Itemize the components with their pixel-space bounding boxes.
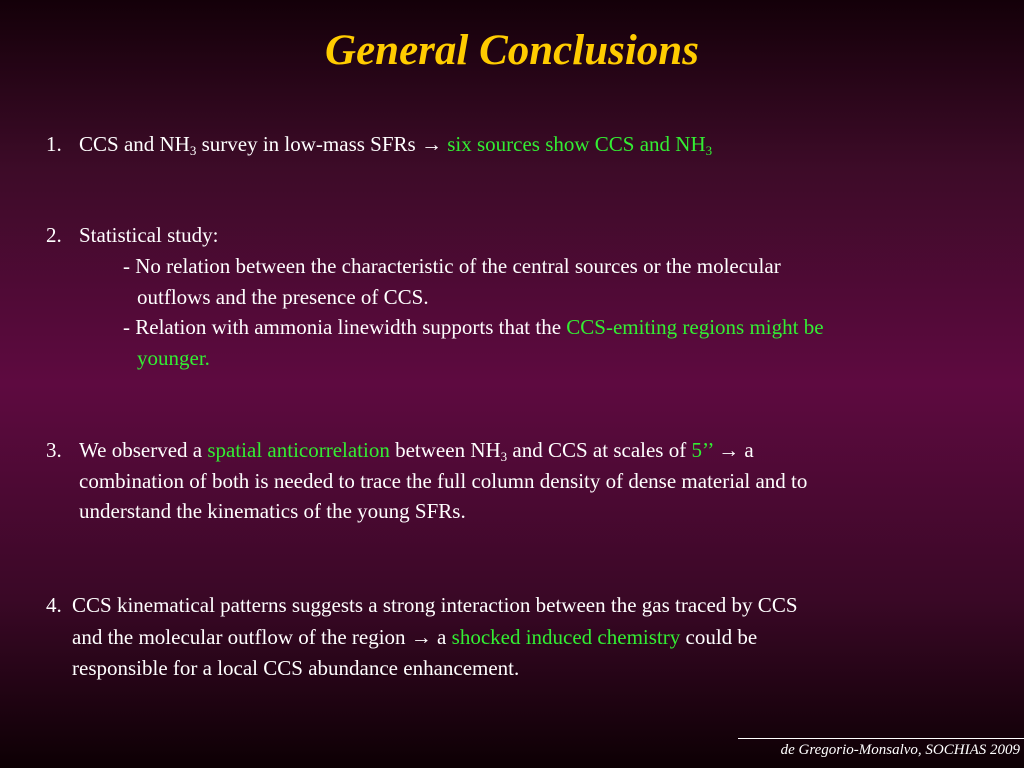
item-4-line-2	[72, 622, 757, 653]
item-2-bullet-2-pre: - Relation with ammonia linewidth supports that the	[123, 315, 567, 339]
item-3-highlight-2: 5’’	[691, 438, 713, 462]
item-4-line-1: CCS kinematical patterns suggests a strong interaction between the gas traced by CCS	[72, 593, 798, 617]
item-1-highlight-sub: 3	[705, 143, 713, 158]
item-3-line-2: combination of both is needed to trace the full column density of dense material and to	[79, 469, 808, 493]
footer-divider	[738, 738, 1024, 739]
item-number: 2.	[46, 223, 62, 247]
item-3-sub: 3	[500, 449, 508, 464]
item-2-heading: Statistical study:	[79, 223, 219, 247]
item-3-mid: between NH	[389, 438, 501, 462]
item-2-bullet-2-line-2: younger.	[137, 346, 210, 370]
item-4-line-2-pre: and the molecular outflow of the region → a	[72, 625, 452, 649]
item-3-highlight: spatial anticorrelation	[207, 438, 390, 462]
item-1-highlight: six sources show CCS and NH	[447, 132, 706, 156]
item-4-highlight: shocked induced chemistry	[451, 625, 681, 649]
slide-title: General Conclusions	[325, 27, 699, 74]
item-number: 3.	[46, 438, 62, 462]
item-2-bullet-2-line-1	[123, 312, 824, 343]
item-3-line-3: understand the kinematics of the young SFRs.	[79, 499, 466, 523]
item-1-sub: 3	[189, 143, 197, 158]
item-3-mid2: and CCS at scales of	[507, 438, 692, 462]
item-3-pre: We observed a	[79, 438, 208, 462]
item-4-line-3: responsible for a local CCS abundance enhancement.	[72, 656, 520, 680]
item-1-mid: survey in low-mass SFRs →	[196, 132, 448, 156]
item-1-pre: CCS and NH	[79, 132, 190, 156]
item-4-line-2-post: could be	[680, 625, 758, 649]
item-3-post: → a	[712, 438, 754, 462]
item-2-bullet-2-highlight: CCS-emiting regions might be	[566, 315, 824, 339]
item-number: 4.	[46, 593, 62, 617]
item-2-bullet-1-line-2: outflows and the presence of CCS.	[137, 285, 429, 309]
item-number: 1.	[46, 132, 62, 156]
footer-credit: de Gregorio-Monsalvo, SOCHIAS 2009	[780, 742, 1020, 758]
item-2-bullet-1-line-1: - No relation between the characteristic of the central sources or the molecular	[123, 254, 781, 278]
item-1-text	[79, 129, 712, 160]
item-3-line-1	[79, 435, 754, 466]
